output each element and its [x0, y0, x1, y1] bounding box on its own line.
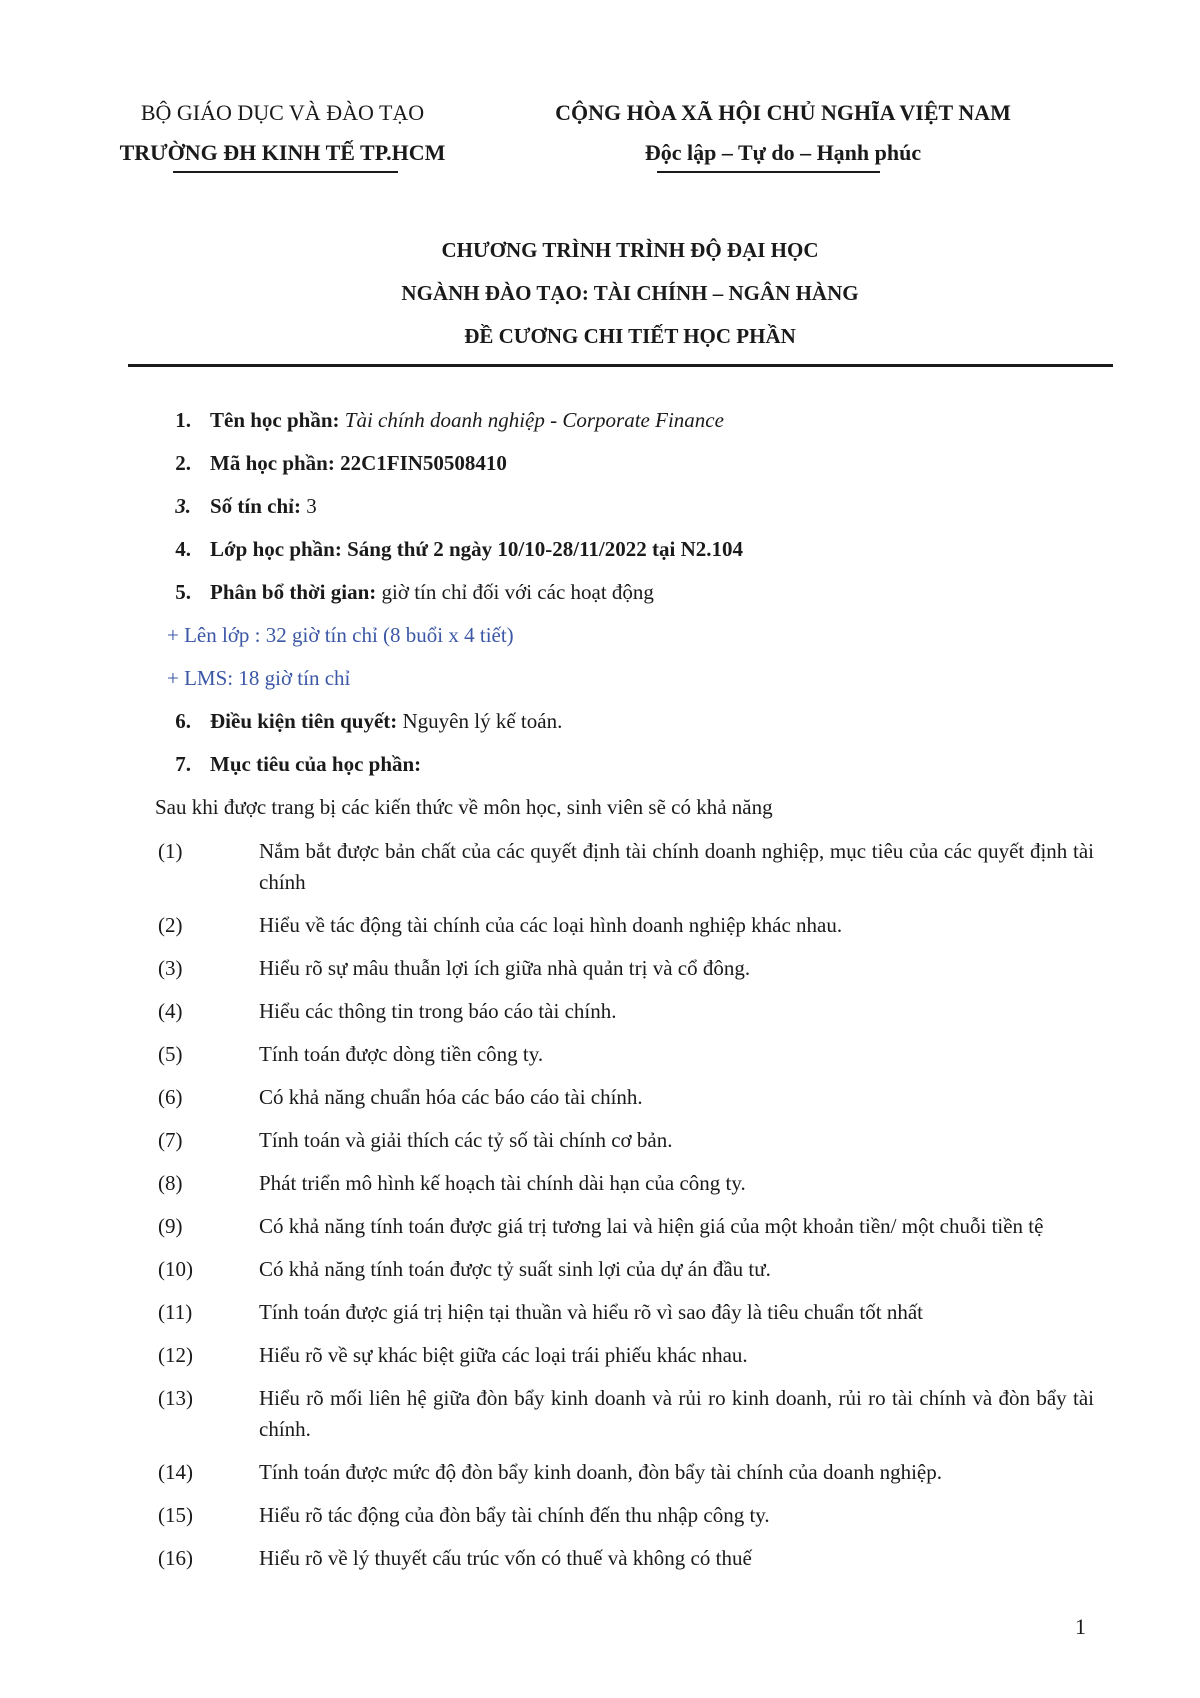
objective-number: (2) [158, 913, 183, 937]
list-item [0, 1340, 1200, 1371]
prerequisite-label: Điều kiện tiên quyết: [210, 709, 398, 733]
national-name: CỘNG HÒA XÃ HỘI CHỦ NGHĨA VIỆT NAM [555, 100, 1011, 125]
objective-text: Tính toán được dòng tiền công ty. [259, 1042, 544, 1066]
document-title [130, 236, 1130, 365]
page-number: 1 [1075, 1614, 1086, 1639]
objective-text: Hiểu rõ sự mâu thuẫn lợi ích giữa nhà quản trị và cổ đông. [259, 956, 751, 980]
list-item [0, 953, 1200, 984]
objective-text: Có khả năng tính toán được tỷ suất sinh lợi của dự án đầu tư. [259, 1257, 771, 1281]
objective-number: (14) [158, 1460, 193, 1484]
list-item: 7. Mục tiêu của học phần: [175, 752, 422, 776]
objective-text: Hiểu các thông tin trong báo cáo tài chính. [259, 999, 617, 1023]
course-info-list [0, 406, 1200, 1586]
time-allocation-value: giờ tín chỉ đối với các hoạt động [381, 580, 654, 604]
list-item [0, 664, 1200, 707]
syllabus-title: ĐỀ CƯƠNG CHI TIẾT HỌC PHẦN [464, 324, 796, 348]
list-item: 6. Điều kiện tiên quyết: Nguyên lý kế toán. [175, 709, 563, 733]
list-item [0, 1543, 1200, 1574]
ministry-name: BỘ GIÁO DỤC VÀ ĐÀO TẠO [140, 100, 425, 125]
objective-number: (6) [158, 1085, 183, 1109]
objective-number: (9) [158, 1214, 183, 1238]
major-title: NGÀNH ĐÀO TẠO: TÀI CHÍNH – NGÂN HÀNG [401, 281, 859, 305]
objective-number: (3) [158, 956, 183, 980]
university-underline [173, 171, 398, 173]
class-hours: + Lên lớp : 32 giờ tín chỉ (8 buổi x 4 tiết) [167, 623, 514, 647]
national-motto: Độc lập – Tự do – Hạnh phúc [644, 140, 922, 165]
objectives-intro: Sau khi được trang bị các kiến thức về môn học, sinh viên sẽ có khả năng [155, 795, 773, 819]
credits-label: Số tín chỉ: [210, 494, 302, 518]
course-code: Mã học phần: 22C1FIN50508410 [210, 451, 507, 475]
objective-number: (15) [158, 1503, 193, 1527]
course-name-value: Tài chính doanh nghiệp - Corporate Finance [344, 408, 724, 432]
objective-number: (5) [158, 1042, 183, 1066]
objective-text: Tính toán được giá trị hiện tại thuần và hiểu rõ vì sao đây là tiêu chuẩn tốt nhất [259, 1300, 923, 1324]
objective-number: (8) [158, 1171, 183, 1195]
objectives-heading: Mục tiêu của học phần: [210, 752, 422, 776]
objective-text: Hiểu rõ về lý thuyết cấu trúc vốn có thuế và không có thuế [259, 1546, 752, 1570]
list-item [0, 1211, 1200, 1242]
objective-text: Phát triển mô hình kế hoạch tài chính dài hạn của công ty. [259, 1171, 746, 1195]
list-item [0, 1457, 1200, 1488]
program-title: CHƯƠNG TRÌNH TRÌNH ĐỘ ĐẠI HỌC [441, 238, 819, 262]
list-item [0, 1500, 1200, 1531]
list-item [0, 836, 1200, 898]
objective-number: (1) [158, 839, 183, 863]
course-name-label: Tên học phần: [210, 408, 340, 432]
list-item: 1. Tên học phần: Tài chính doanh nghiệp - Corporate Finance [175, 408, 724, 432]
list-item [0, 1254, 1200, 1285]
objective-text: Nắm bắt được bản chất của các quyết định tài chính doanh nghiệp, mục tiêu của các quyết định tài chính [259, 839, 1094, 894]
objective-text: Hiểu về tác động tài chính của các loại hình doanh nghiệp khác nhau. [259, 913, 843, 937]
objective-number: (11) [158, 1300, 193, 1324]
list-item: 2. Mã học phần: 22C1FIN50508410 [175, 451, 507, 475]
time-allocation-label: Phân bổ thời gian: [210, 580, 377, 604]
objective-text: Hiểu rõ tác động của đòn bẩy tài chính đến thu nhập công ty. [259, 1503, 770, 1527]
objective-number: (16) [158, 1546, 193, 1570]
objective-number: (10) [158, 1257, 193, 1281]
motto-underline [657, 171, 880, 173]
list-item [0, 996, 1200, 1027]
list-item [0, 1383, 1200, 1445]
list-item [0, 1168, 1200, 1199]
list-item [0, 1297, 1200, 1328]
objective-number: (12) [158, 1343, 193, 1367]
objective-text: Tính toán và giải thích các tỷ số tài chính cơ bản. [259, 1128, 673, 1152]
title-divider [128, 364, 1113, 367]
list-item [0, 910, 1200, 941]
list-item [0, 1039, 1200, 1070]
lms-hours: + LMS: 18 giờ tín chỉ [167, 666, 351, 690]
credits-value: 3 [306, 494, 317, 518]
objective-text: Tính toán được mức độ đòn bẩy kinh doanh, đòn bẩy tài chính của doanh nghiệp. [259, 1460, 942, 1484]
list-item [0, 621, 1200, 664]
university-name: TRƯỜNG ĐH KINH TẾ TP.HCM [119, 140, 446, 165]
objective-text: Có khả năng tính toán được giá trị tương lai và hiện giá của một khoản tiền/ một chuỗi tiền tệ [259, 1214, 1044, 1238]
list-item: 5. Phân bổ thời gian: giờ tín chỉ đối với các hoạt động [175, 580, 654, 604]
objective-number: (7) [158, 1128, 183, 1152]
list-item: 3. Số tín chỉ: 3 [175, 494, 317, 518]
prerequisite-value: Nguyên lý kế toán. [402, 709, 563, 733]
national-header [518, 99, 1048, 167]
objective-text: Hiểu rõ về sự khác biệt giữa các loại trái phiếu khác nhau. [259, 1343, 748, 1367]
objectives-list [0, 836, 1200, 1574]
class-schedule: Lớp học phần: Sáng thứ 2 ngày 10/10-28/11/2022 tại N2.104 [210, 537, 743, 561]
list-item [0, 1082, 1200, 1113]
objective-text: Hiểu rõ mối liên hệ giữa đòn bẩy kinh doanh và rủi ro kinh doanh, rủi ro tài chính và đòn bẩy tài chính. [259, 1386, 1094, 1441]
list-item [0, 1125, 1200, 1156]
ministry-header [95, 99, 470, 167]
objective-number: (13) [158, 1386, 193, 1410]
objective-text: Có khả năng chuẩn hóa các báo cáo tài chính. [259, 1085, 643, 1109]
objective-number: (4) [158, 999, 183, 1023]
list-item: 4. Lớp học phần: Sáng thứ 2 ngày 10/10-28/11/2022 tại N2.104 [175, 537, 743, 561]
